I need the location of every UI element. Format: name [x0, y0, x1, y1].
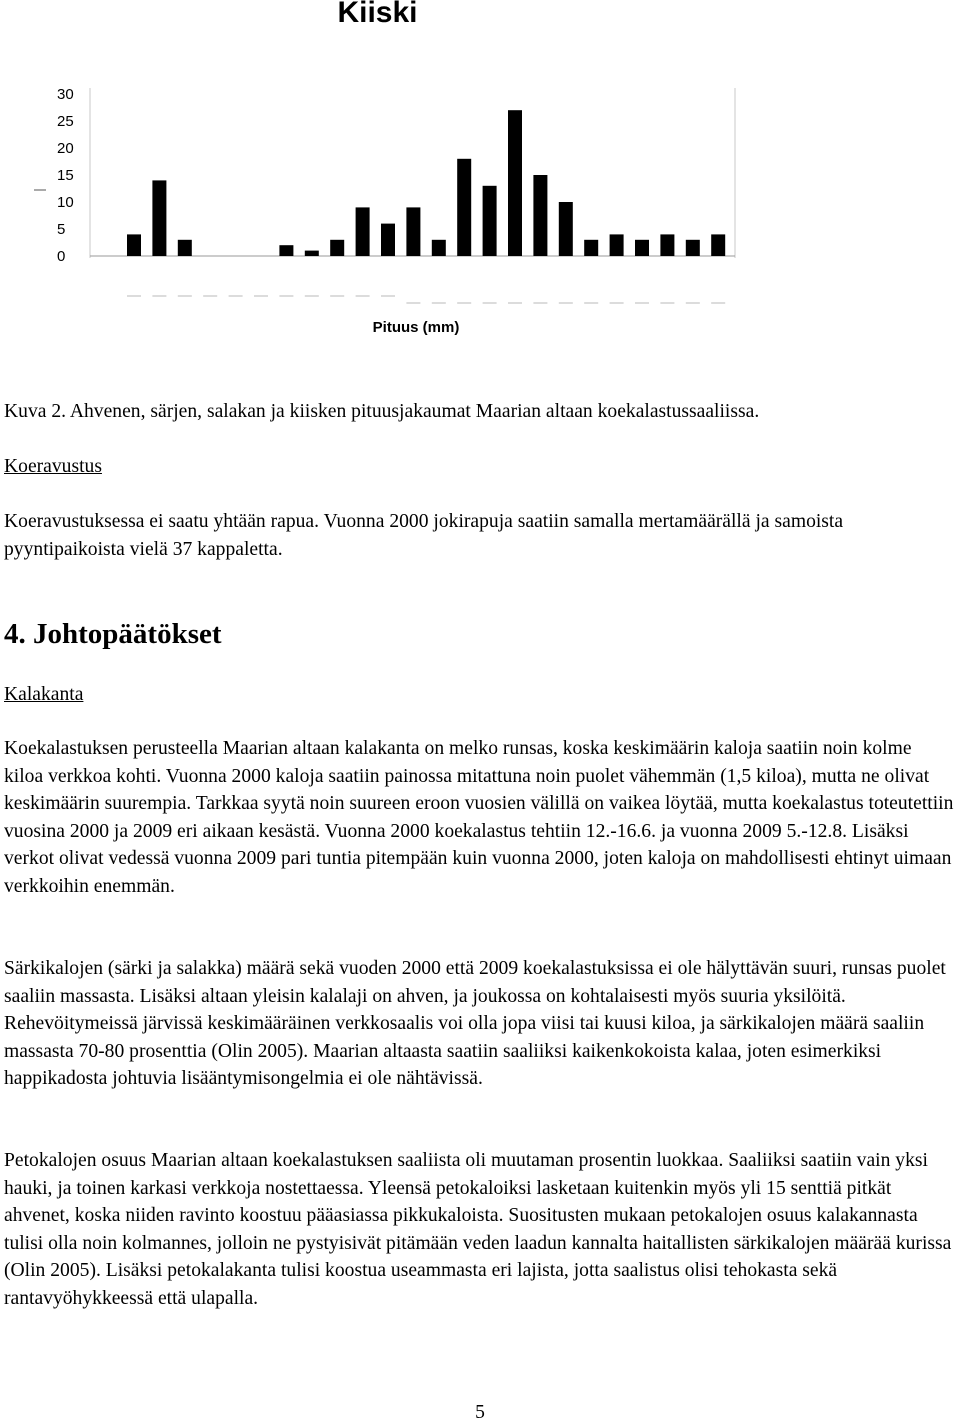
bar-13 [432, 240, 446, 256]
kalakanta-paragraph-2: Särkikalojen (särki ja salakka) määrä sekä vuoden 2000 että 2009 koekalastuksissa ei ole hälyttävän suuri, runsas puolet saaliin massasta. Lisäksi altaan yleisin kalalaji on ahven, ja joukossa on kohtalaisesti myös suuria yksilöitä. Rehevöitymeissä järvissä keskimääräinen verkkosaalis voi olla jopa viisi tai kuusi kiloa, ja särkikalojen määrä saaliin massasta 70-80 prosenttia (Olin 2005). Maarian altaasta saatiin saaliiksi kaikenkokoista kalaa, joten esimerkiksi happikadosta johtuvia lisääntymisongelmia ei ole nähtävissä. [4, 958, 946, 1089]
bar-7 [279, 245, 293, 256]
bar-18 [559, 202, 573, 256]
bar-10 [356, 207, 370, 256]
histogram-chart [0, 70, 960, 345]
y-tick-label: 5 [57, 221, 66, 238]
kalakanta-paragraph-3: Petokalojen osuus Maarian altaan koekalastuksen saaliista oli muutaman prosentin luokkaa. Saaliiksi saatiin vain yksi hauki, ja toinen karkasi verkkoja nostettaessa. Yleensä petokaloiksi lasketaan kuitenkin myös yli 15 senttiä pitkät ahvenet, koska niiden ravinto koostuu pääasiassa pikkukaloista. Suositusten mukaan petokalojen osuus kalakannasta tulisi olla noin kolmannes, jolloin ne pystyisivät pitämään veden laadun kannalta haitallisten särkikalojen määrää kurissa (Olin 2005). Lisäksi petokalakanta tulisi koostua useammasta eri lajista, jotta saalistus olisi tehokasta sekä rantavyöhykkeessä että ulapalla. [4, 1150, 952, 1309]
bar-19 [584, 240, 598, 256]
bars-group [127, 110, 725, 256]
y-tick-label: 30 [57, 86, 74, 103]
section-heading: 4. Johtopäätökset [4, 618, 222, 650]
koeravustus-paragraph: Koeravustuksessa ei saatu yhtään rapua. Vuonna 2000 jokirapuja saatiin samalla mertamäärällä ja samoista pyyntipaikoista vielä 37 kappaletta. [4, 511, 844, 560]
bar-11 [381, 224, 395, 256]
section-title-kalakanta: Kalakanta [4, 684, 84, 705]
bar-3 [178, 240, 192, 256]
y-tick-label: 15 [57, 167, 74, 184]
bar-12 [406, 207, 420, 256]
bar-1 [127, 234, 141, 256]
chart-title: Kiiski [337, 0, 418, 29]
bar-23 [686, 240, 700, 256]
bar-22 [660, 234, 674, 256]
bar-14 [457, 159, 471, 256]
y-tick-label: 0 [57, 248, 66, 265]
bar-9 [330, 240, 344, 256]
y-tick-label: 20 [57, 140, 74, 157]
y-tick-label: 25 [57, 113, 74, 130]
y-axis-ticks [57, 86, 74, 265]
bar-21 [635, 240, 649, 256]
section-title-koeravustus: Koeravustus [4, 456, 102, 477]
bar-16 [508, 110, 522, 256]
y-tick-label: 10 [57, 194, 74, 211]
x-tick-label-remnants [127, 296, 725, 303]
bar-17 [533, 175, 547, 256]
bar-20 [610, 234, 624, 256]
bar-15 [483, 186, 497, 256]
bar-24 [711, 234, 725, 256]
bar-2 [152, 180, 166, 256]
page-number: 5 [475, 1402, 485, 1423]
figure-caption: Kuva 2. Ahvenen, särjen, salakan ja kiisken pituusjakaumat Maarian altaan koekalastussaaliissa. [4, 401, 760, 422]
kalakanta-paragraph-1: Koekalastuksen perusteella Maarian altaan kalakanta on melko runsas, koska keskimäärin kaloja saatiin noin kolme kiloa verkkoa kohti. Vuonna 2000 kaloja saatiin painossa mitattuna noin puolet vähemmän (1,5 kiloa), mutta ne olivat keskimäärin suurempia. Tarkkaa syytä noin suureen eroon vuosien välillä on vaikea löytää, mutta koekalastus toteutettiin vuosina 2000 ja 2009 eri aikaan kesästä. Vuonna 2000 koekalastus tehtiin 12.-16.6. ja vuonna 2009 5.-12.8. Lisäksi verkot olivat vedessä vuonna 2009 pari tuntia pitempään kuin vuonna 2000, joten kaloja on mahdollisesti ehtinyt uimaan verkkoihin enemmän. [4, 738, 954, 897]
x-axis-label: Pituus (mm) [372, 319, 460, 336]
bar-8 [305, 251, 319, 256]
